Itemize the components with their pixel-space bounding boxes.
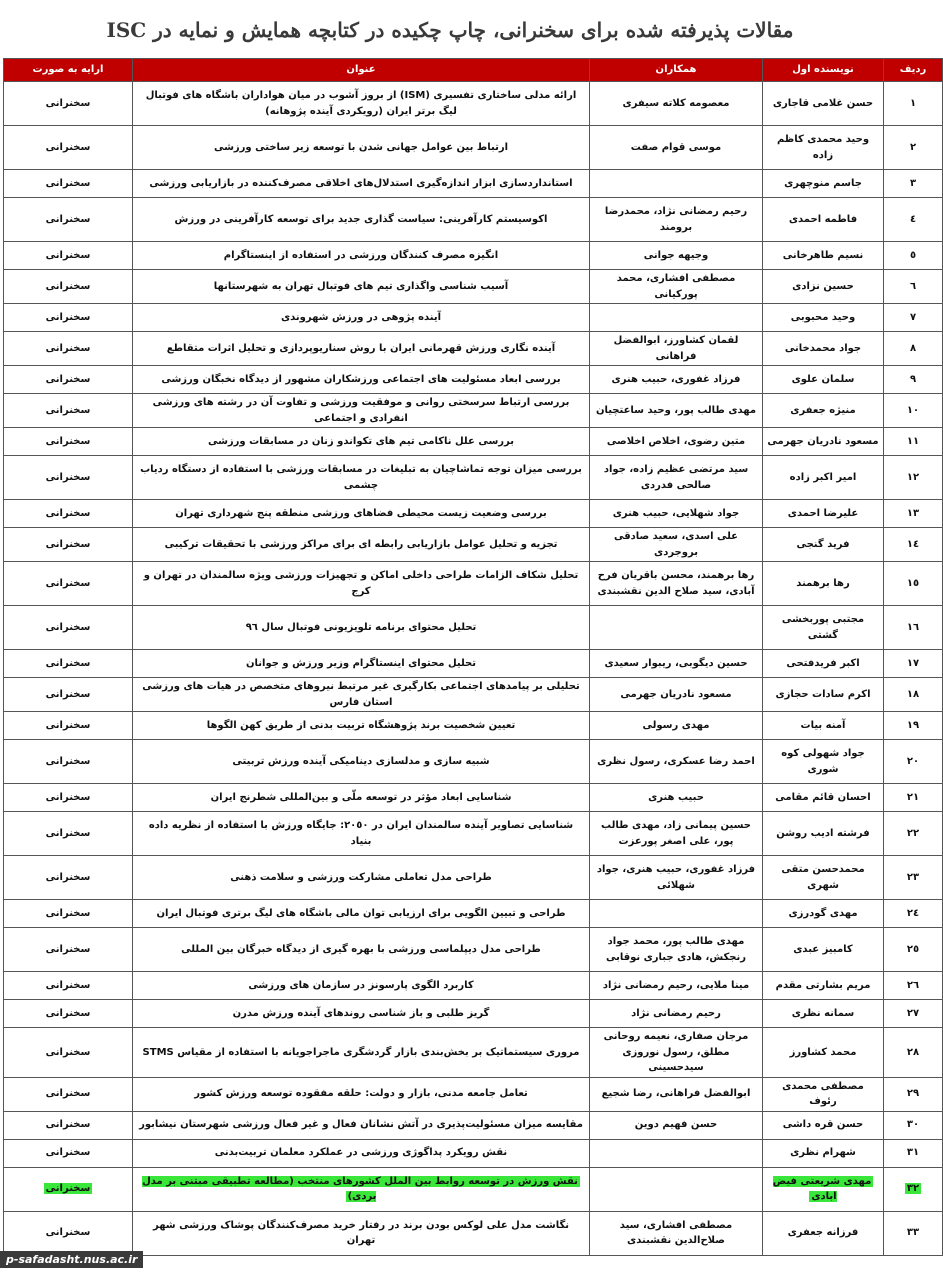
cell-type: سخنرانی (4, 170, 133, 198)
cell-coauthors (590, 304, 763, 332)
cell-title: آسیب شناسی واگذاری تیم های فوتبال تهران به شهرستانها (133, 270, 590, 304)
cell-title: طراحی مدل تعاملی مشارکت ورزشی و سلامت ذهنی (133, 856, 590, 900)
cell-type: سخنرانی (4, 198, 133, 242)
cell-title: شناسایی تصاویر آینده سالمندان ایران در ٢٠٥٠: جایگاه ورزش با استفاده از نظریه داده بنیاد (133, 812, 590, 856)
cell-title: مروری سیستماتیک بر بخش‌بندی بازار گردشگری ماجراجویانه با استفاده از مقیاس STMS (133, 1028, 590, 1078)
cell-coauthors: حسن فهیم دوین (590, 1111, 763, 1139)
cell-coauthors: ابوالفضل فراهانی، رضا شجیع (590, 1077, 763, 1111)
table-row (4, 650, 943, 678)
cell-title: بررسی وضعیت زیست محیطی فضاهای ورزشی منطقه پنج شهرداری تهران (133, 500, 590, 528)
cell-title: استانداردسازی ابزار اندازه‌گیری استدلال‌های اخلاقی مصرف‌کننده در بازاریابی ورزشی (133, 170, 590, 198)
cell-type: سخنرانی (4, 856, 133, 900)
cell-coauthors: مهدی رسولی (590, 712, 763, 740)
cell-num: ١٩ (884, 712, 943, 740)
cell-num: ٢٦ (884, 972, 943, 1000)
cell-title: تحلیلی بر پیامدهای اجتماعی بکارگیری غیر مرتبط نیروهای متخصص در هیات های ورزشی استان فارس (133, 678, 590, 712)
cell-type: سخنرانی (4, 650, 133, 678)
cell-type: سخنرانی (4, 1139, 133, 1167)
cell-title: بررسی ارتباط سرسختی روانی و موفقیت ورزشی و تفاوت آن در رشته های ورزشی انفرادی و اجتماعی (133, 394, 590, 428)
cell-title: طراحی مدل دیپلماسی ورزشی با بهره گیری از دیدگاه خبرگان بین المللی (133, 928, 590, 972)
table-row (4, 394, 943, 428)
highlight-mark: ٣٢ (906, 1183, 920, 1195)
cell-first-author: فرشته ادیب روشن (763, 812, 884, 856)
cell-coauthors: مهدی طالب پور، وحید ساعتچیان (590, 394, 763, 428)
cell-coauthors: معصومه کلاته سیفری (590, 82, 763, 126)
cell-type: سخنرانی (4, 712, 133, 740)
cell-coauthors: حبیب هنری (590, 784, 763, 812)
cell-type: سخنرانی (4, 366, 133, 394)
table-row (4, 784, 943, 812)
cell-num: ١٠ (884, 394, 943, 428)
cell-num: ١٧ (884, 650, 943, 678)
table-row (4, 1211, 943, 1255)
cell-first-author: جاسم منوچهری (763, 170, 884, 198)
cell-type: سخنرانی (4, 242, 133, 270)
cell-coauthors (590, 170, 763, 198)
table-row (4, 712, 943, 740)
cell-coauthors (590, 1167, 763, 1211)
cell-type: سخنرانی (4, 1000, 133, 1028)
cell-title: بررسی ابعاد مسئولیت های اجتماعی ورزشکاران مشهور از دیدگاه نخبگان ورزشی (133, 366, 590, 394)
cell-type: سخنرانی (4, 928, 133, 972)
cell-first-author: حسین نزادی (763, 270, 884, 304)
cell-type: سخنرانی (4, 428, 133, 456)
cell-coauthors: مصطفی افشاری، محمد پورکیانی (590, 270, 763, 304)
cell-first-author: اکبر فریدفتحی (763, 650, 884, 678)
cell-type: سخنرانی (4, 528, 133, 562)
cell-type: سخنرانی (4, 1111, 133, 1139)
cell-title: کاربرد الگوی پارسونز در سازمان های ورزشی (133, 972, 590, 1000)
cell-first-author: آمنه بیات (763, 712, 884, 740)
table-row (4, 126, 943, 170)
table-row (4, 1028, 943, 1078)
cell-num: ١١ (884, 428, 943, 456)
header-coauthors: همکاران (590, 59, 763, 82)
cell-num: ٨ (884, 332, 943, 366)
cell-num: ١٨ (884, 678, 943, 712)
cell-num: ٢٨ (884, 1028, 943, 1078)
cell-num: ١٦ (884, 606, 943, 650)
cell-coauthors (590, 900, 763, 928)
cell-num: ٣١ (884, 1139, 943, 1167)
header-presentation-type: ارایه به صورت (4, 59, 133, 82)
cell-first-author: مریم بشارتی مقدم (763, 972, 884, 1000)
cell-title: طراحی و تبیین الگویی برای ارزیابی توان مالی باشگاه های لیگ برتری فوتبال ایران (133, 900, 590, 928)
table-row (4, 740, 943, 784)
cell-coauthors: احمد رضا عسکری، رسول نظری (590, 740, 763, 784)
cell-type: سخنرانی (4, 784, 133, 812)
cell-num: ٧ (884, 304, 943, 332)
cell-first-author: سلمان علوی (763, 366, 884, 394)
cell-first-author: حسن غلامی قاجاری (763, 82, 884, 126)
cell-num: ٢١ (884, 784, 943, 812)
table-row (4, 366, 943, 394)
table-header-row (4, 59, 943, 82)
table-row (4, 972, 943, 1000)
cell-coauthors: حسین پیمانی زاد، مهدی طالب پور، علی اصغر پورعزت (590, 812, 763, 856)
cell-coauthors: رحیم رمضانی نژاد، محمدرضا برومند (590, 198, 763, 242)
cell-title: تجزیه و تحلیل عوامل بازاریابی رابطه ای برای مراکز ورزشی با تحقیقات ترکیبی (133, 528, 590, 562)
table-row (4, 500, 943, 528)
cell-title: گریز طلبی و باز شناسی روندهای آینده ورزش مدرن (133, 1000, 590, 1028)
cell-first-author: حسن قره داشی (763, 1111, 884, 1139)
table-row (4, 900, 943, 928)
cell-type: سخنرانی (4, 456, 133, 500)
cell-title: بررسی میزان توجه تماشاچیان به تبلیغات در مسابقات ورزشی با استفاده از دستگاه ردیاب چشمی (133, 456, 590, 500)
cell-title: آینده نگاری ورزش قهرمانی ایران با روش سناریوپردازی و تحلیل اثرات متقاطع (133, 332, 590, 366)
cell-coauthors: مرجان صفاری، نعیمه روحانی مطلق، رسول نوروزی سیدحسینی (590, 1028, 763, 1078)
cell-coauthors: رحیم رمضانی نژاد (590, 1000, 763, 1028)
table-row (4, 1111, 943, 1139)
table-row (4, 1167, 943, 1211)
table-row (4, 332, 943, 366)
table-row (4, 82, 943, 126)
table-row (4, 606, 943, 650)
cell-num: ٣٣ (884, 1211, 943, 1255)
cell-first-author: محمد کشاورز (763, 1028, 884, 1078)
cell-num: ٢٥ (884, 928, 943, 972)
cell-num: ٣ (884, 170, 943, 198)
cell-title: آینده پژوهی در ورزش شهروندی (133, 304, 590, 332)
cell-type: سخنرانی (4, 270, 133, 304)
cell-title: نگاشت مدل علی لوکس بودن برند در رفتار خرید مصرف‌کنندگان پوشاک ورزشی شهر تهران (133, 1211, 590, 1255)
cell-first-author: سمانه نظری (763, 1000, 884, 1028)
table-row (4, 1000, 943, 1028)
cell-title (133, 1167, 590, 1211)
cell-coauthors: موسی قوام صفت (590, 126, 763, 170)
table-row (4, 170, 943, 198)
highlight-mark: مهدی شریعتی فیض ابادی (772, 1175, 872, 1202)
table-row (4, 1077, 943, 1111)
cell-first-author: شهرام نظری (763, 1139, 884, 1167)
papers-table (3, 58, 943, 1256)
cell-type: سخنرانی (4, 678, 133, 712)
cell-type: سخنرانی (4, 82, 133, 126)
table-row (4, 198, 943, 242)
cell-num: ١٣ (884, 500, 943, 528)
cell-type: سخنرانی (4, 562, 133, 606)
cell-title: تحلیل محتوای اینستاگرام وزیر ورزش و جوانان (133, 650, 590, 678)
cell-coauthors: متین رضوی، اخلاص اخلاصی (590, 428, 763, 456)
table-row (4, 428, 943, 456)
cell-first-author: مسعود نادریان جهرمی (763, 428, 884, 456)
cell-num: ٩ (884, 366, 943, 394)
cell-type: سخنرانی (4, 394, 133, 428)
table-row (4, 856, 943, 900)
cell-num (884, 1167, 943, 1211)
cell-type: سخنرانی (4, 1211, 133, 1255)
cell-title: مقایسه میزان مسئولیت‌پذیری در آتش نشانان فعال و غیر فعال ورزشی شهرستان نیشابور (133, 1111, 590, 1139)
cell-title: ارائه مدلی ساختاری تفسیری (ISM) از بروز آشوب در میان هواداران باشگاه های فوتبال لیگ برتر ایران (رویکردی آینده پژوهانه) (133, 82, 590, 126)
cell-coauthors (590, 1139, 763, 1167)
table-row (4, 270, 943, 304)
cell-type: سخنرانی (4, 900, 133, 928)
table-row (4, 562, 943, 606)
cell-type: سخنرانی (4, 500, 133, 528)
cell-type: سخنرانی (4, 1077, 133, 1111)
cell-coauthors: رها برهمند، محسن باقریان فرح آبادی، سید صلاح الدین نقشبندی (590, 562, 763, 606)
cell-first-author: کامبیز عبدی (763, 928, 884, 972)
cell-num: ٢٢ (884, 812, 943, 856)
table-row (4, 242, 943, 270)
table-row (4, 928, 943, 972)
highlight-mark: سخنرانی (45, 1183, 91, 1195)
cell-first-author: جواد شهولی کوه شوری (763, 740, 884, 784)
table-row (4, 812, 943, 856)
cell-title: اکوسیستم کارآفرینی: سیاست گذاری جدید برای توسعه کارآفرینی در ورزش (133, 198, 590, 242)
cell-type: سخنرانی (4, 332, 133, 366)
page-title: مقالات پذیرفته شده برای سخنرانی، چاپ چکیده در کتابچه همایش و نمایه در ISC (106, 18, 794, 42)
cell-first-author: فاطمه احمدی (763, 198, 884, 242)
cell-title: انگیزه مصرف کنندگان ورزشی در استفاده از اینستاگرام (133, 242, 590, 270)
cell-num: ٢٩ (884, 1077, 943, 1111)
cell-first-author: مجتبی پوربخشی گشتی (763, 606, 884, 650)
cell-num: ٢٧ (884, 1000, 943, 1028)
header-num: ردیف (884, 59, 943, 82)
table-row (4, 304, 943, 332)
cell-num: ١٤ (884, 528, 943, 562)
cell-first-author: امیر اکبر زاده (763, 456, 884, 500)
cell-title: نقش رویکرد پداگوژی ورزشی در عملکرد معلمان تربیت‌بدنی (133, 1139, 590, 1167)
cell-type: سخنرانی (4, 812, 133, 856)
cell-type: سخنرانی (4, 740, 133, 784)
highlight-mark: نقش ورزش در توسعه روابط بین الملل کشورهای منتخب (مطالعه تطبیقی مبتنی بر مدل بردی) (142, 1175, 578, 1202)
cell-num: ٢٣ (884, 856, 943, 900)
cell-coauthors: مصطفی افشاری، سید صلاح‌الدین نقشبندی (590, 1211, 763, 1255)
cell-first-author: رها برهمند (763, 562, 884, 606)
cell-coauthors: علی اسدی، سعید صادقی بروجردی (590, 528, 763, 562)
cell-num: ٢٤ (884, 900, 943, 928)
cell-coauthors: فرزاد غفوری، حبیب هنری (590, 366, 763, 394)
cell-title: تعامل جامعه مدنی، بازار و دولت: حلقه مفقوده توسعه ورزش کشور (133, 1077, 590, 1111)
cell-type: سخنرانی (4, 304, 133, 332)
cell-first-author: محمدحسن متقی شهری (763, 856, 884, 900)
cell-coauthors: سید مرتضی عظیم زاده، جواد صالحی فدردی (590, 456, 763, 500)
cell-type: سخنرانی (4, 126, 133, 170)
table-body (4, 82, 943, 1256)
site-watermark: p-safadasht.nus.ac.ir (0, 1251, 143, 1268)
cell-title: تعیین شخصیت برند پژوهشگاه تربیت بدنی از طریق کهن الگوها (133, 712, 590, 740)
cell-coauthors: وجیهه جوانی (590, 242, 763, 270)
cell-type: سخنرانی (4, 606, 133, 650)
cell-first-author: منیژه جعفری (763, 394, 884, 428)
table-row (4, 528, 943, 562)
cell-title: تحلیل محتوای برنامه تلویزیونی فوتبال سال ٩٦ (133, 606, 590, 650)
cell-first-author: علیرضا احمدی (763, 500, 884, 528)
cell-num: ٤ (884, 198, 943, 242)
cell-first-author: اکرم سادات حجازی (763, 678, 884, 712)
cell-coauthors: مسعود نادریان جهرمی (590, 678, 763, 712)
cell-title: شناسایی ابعاد مؤثر در توسعه ملّی و بین‌المللی شطرنج ایران (133, 784, 590, 812)
cell-coauthors: حسین دیگوبی، ریبوار سعیدی (590, 650, 763, 678)
cell-num: ٦ (884, 270, 943, 304)
cell-title: تحلیل شکاف الزامات طراحی داخلی اماکن و تجهیزات ورزشی ویژه سالمندان در تهران و کرج (133, 562, 590, 606)
cell-first-author (763, 1167, 884, 1211)
header-title: عنوان (133, 59, 590, 82)
cell-num: ١ (884, 82, 943, 126)
cell-type: سخنرانی (4, 1028, 133, 1078)
cell-coauthors: فرزاد غفوری، حبیب هنری، جواد شهلائی (590, 856, 763, 900)
cell-first-author: مهدی گودرزی (763, 900, 884, 928)
cell-num: ٢٠ (884, 740, 943, 784)
cell-first-author: نسیم طاهرخانی (763, 242, 884, 270)
cell-type: سخنرانی (4, 972, 133, 1000)
cell-coauthors (590, 606, 763, 650)
cell-coauthors: جواد شهلایی، حبیب هنری (590, 500, 763, 528)
cell-first-author: جواد محمدخانی (763, 332, 884, 366)
cell-first-author: فرید گنجی (763, 528, 884, 562)
cell-title: ارتباط بین عوامل جهانی شدن با توسعه زیر ساختی ورزشی (133, 126, 590, 170)
cell-first-author: وحید محبوبی (763, 304, 884, 332)
cell-coauthors: مینا ملایی، رحیم رمضانی نژاد (590, 972, 763, 1000)
table-row (4, 456, 943, 500)
header-first-author: نویسنده اول (763, 59, 884, 82)
cell-first-author: فرزانه جعفری (763, 1211, 884, 1255)
cell-title: بررسی علل ناکامی تیم های تکواندو زنان در مسابقات ورزشی (133, 428, 590, 456)
cell-first-author: احسان قائم مقامی (763, 784, 884, 812)
cell-first-author: مصطفی محمدی رئوف (763, 1077, 884, 1111)
table-row (4, 1139, 943, 1167)
cell-coauthors: لقمان کشاورز، ابوالفضل فراهانی (590, 332, 763, 366)
cell-num: ٢ (884, 126, 943, 170)
cell-first-author: وحید محمدی کاظم زاده (763, 126, 884, 170)
cell-num: ١٢ (884, 456, 943, 500)
cell-num: ١٥ (884, 562, 943, 606)
cell-type (4, 1167, 133, 1211)
cell-num: ٥ (884, 242, 943, 270)
table-row (4, 678, 943, 712)
cell-title: شبیه سازی و مدلسازی دینامیکی آینده ورزش تربیتی (133, 740, 590, 784)
cell-coauthors: مهدی طالب پور، محمد جواد رنجکش، هادی جباری نوقابی (590, 928, 763, 972)
cell-num: ٣٠ (884, 1111, 943, 1139)
